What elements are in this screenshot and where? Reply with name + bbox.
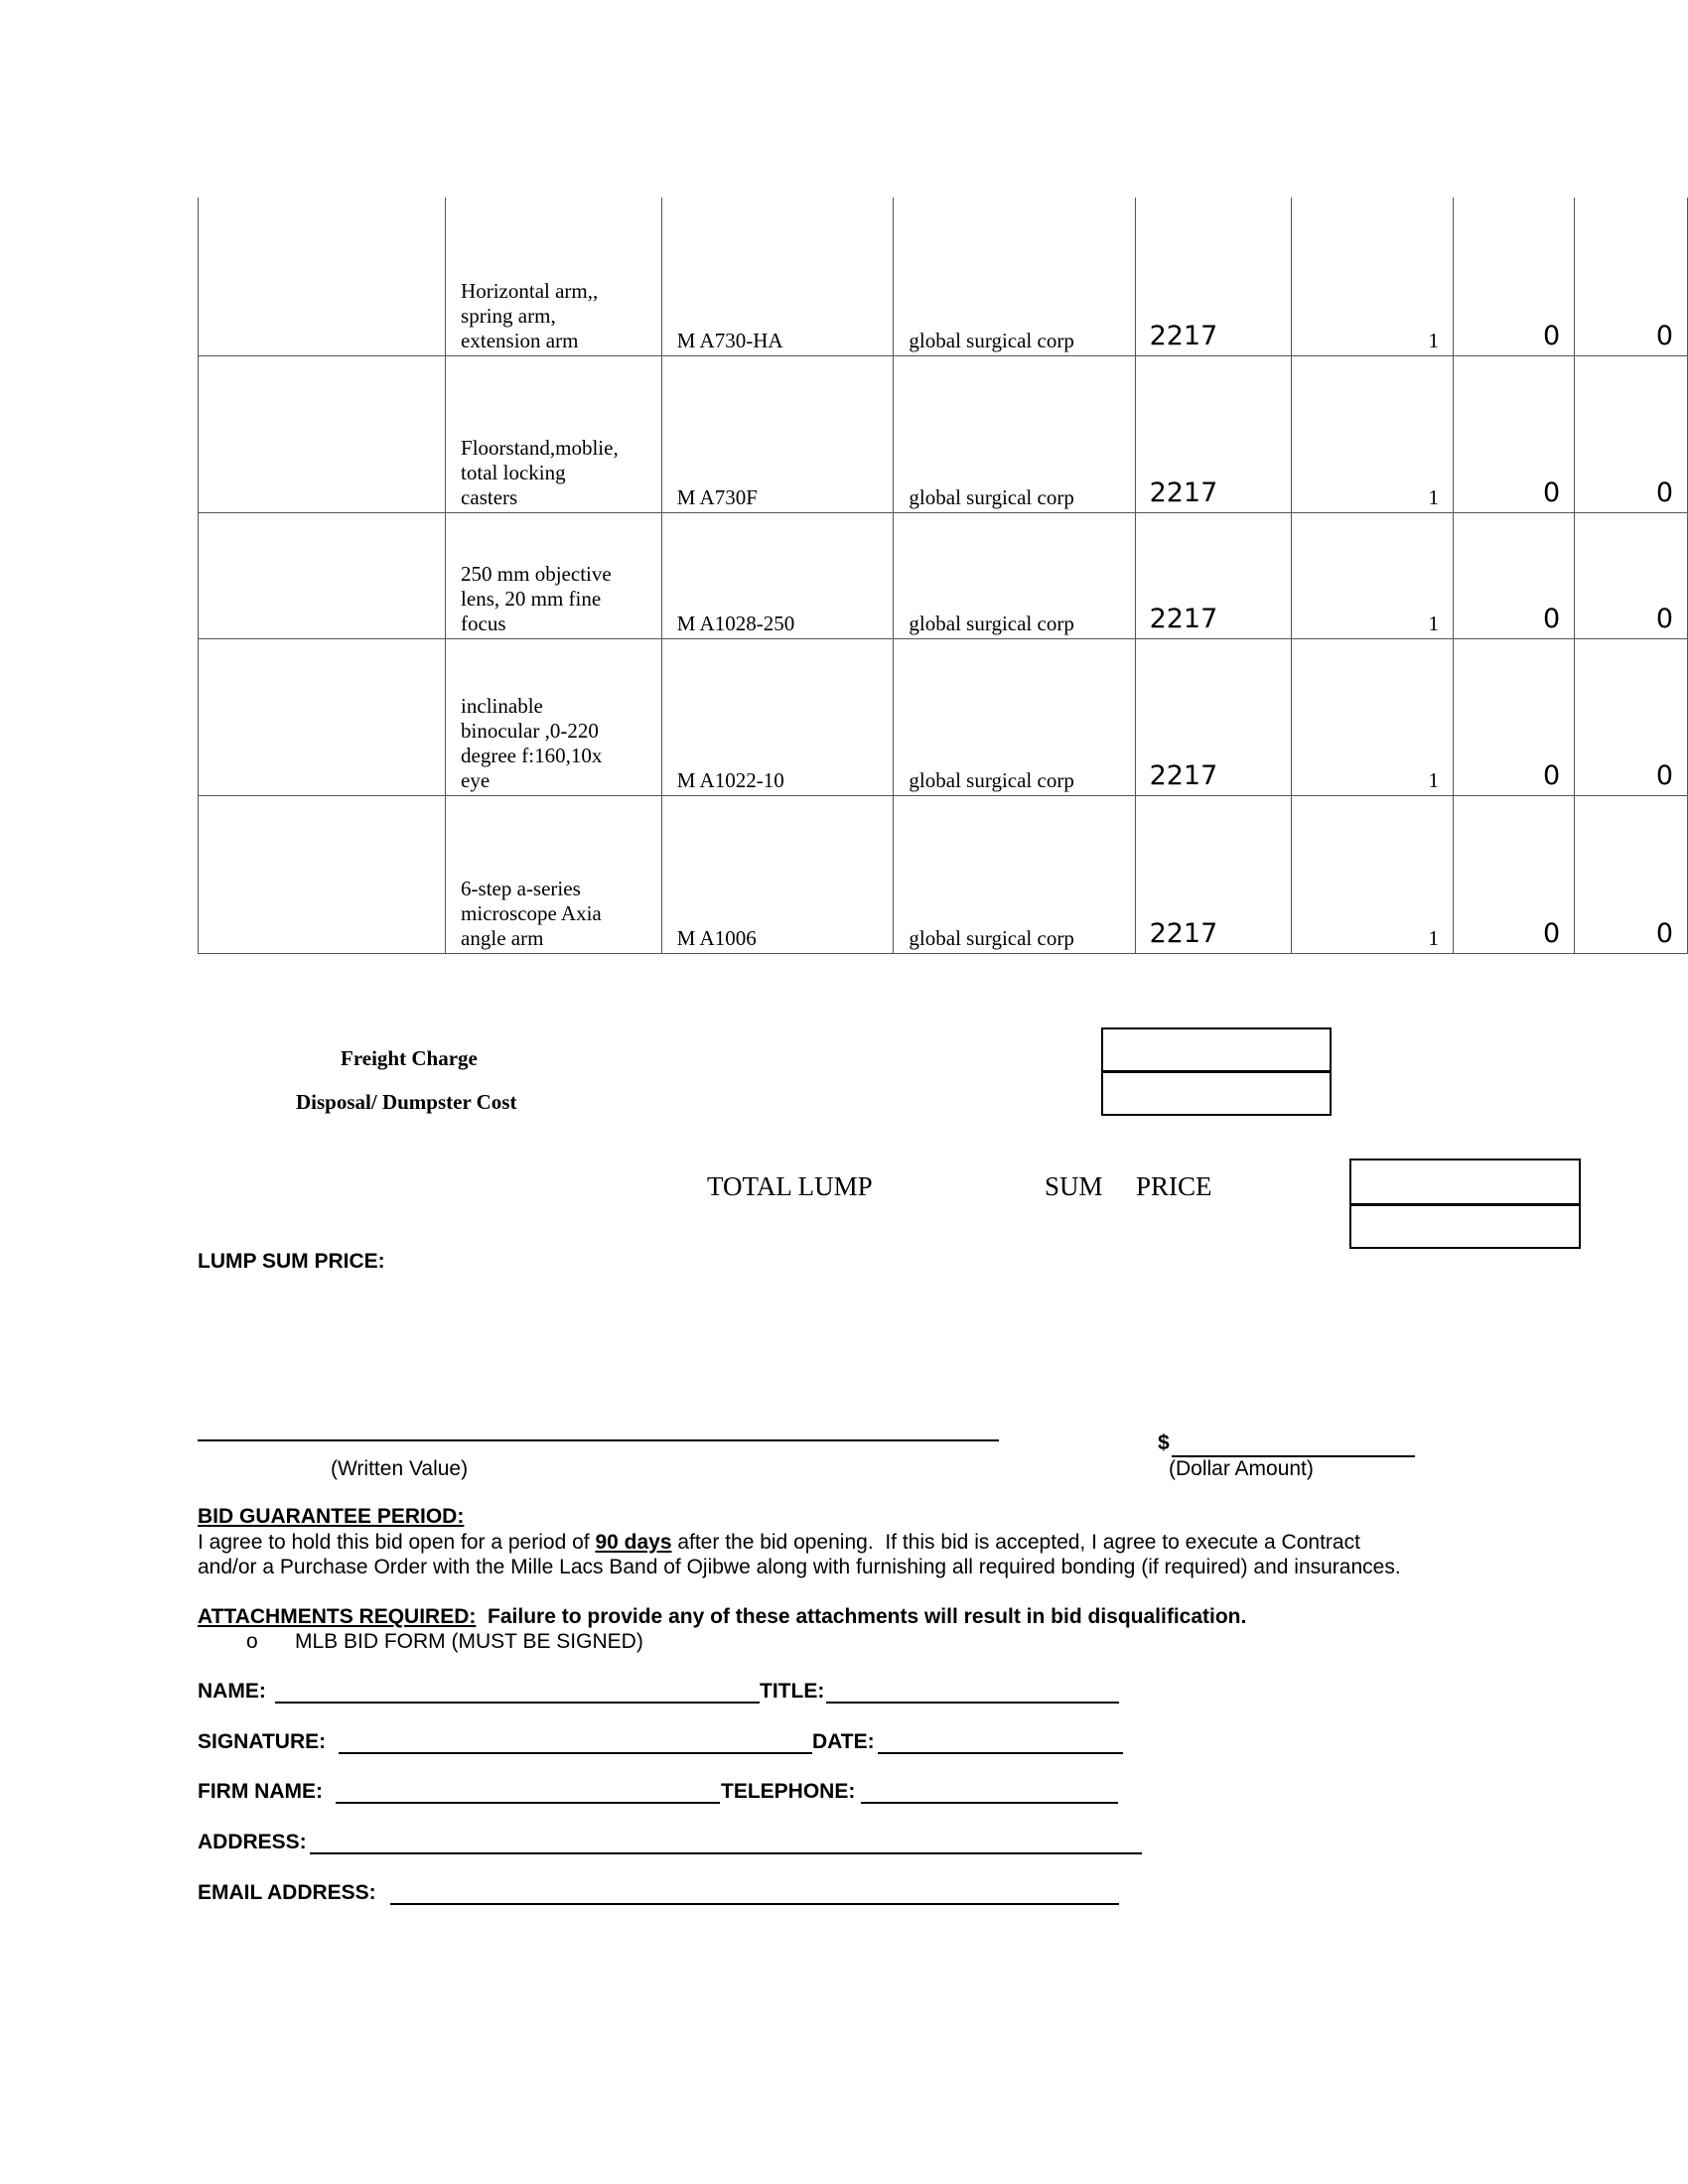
item-qty: 1	[1291, 795, 1453, 953]
item-unit-price: 0	[1453, 512, 1574, 638]
item-qty: 1	[1291, 512, 1453, 638]
written-value-line[interactable]	[198, 1439, 999, 1441]
date-field[interactable]	[878, 1752, 1123, 1754]
attachments-line	[198, 1605, 1246, 1629]
item-code: 2217	[1135, 198, 1291, 355]
total-sum-text: SUM	[1045, 1171, 1103, 1201]
item-code: 2217	[1135, 355, 1291, 512]
item-model: M A730-HA	[661, 198, 894, 355]
item-model: M A730F	[661, 355, 894, 512]
bid-guarantee-line1	[198, 1531, 1360, 1555]
blank-cell	[199, 198, 446, 355]
freight-charge-label: Freight Charge	[341, 1046, 478, 1070]
blank-cell	[199, 638, 446, 795]
bullet-icon: o	[246, 1630, 258, 1653]
written-value-caption: (Written Value)	[331, 1457, 469, 1480]
table-row	[199, 355, 1688, 512]
email-address-label: EMAIL ADDRESS:	[198, 1881, 382, 1904]
name-label: NAME:	[198, 1680, 272, 1703]
item-total: 0	[1575, 795, 1688, 953]
title-label: TITLE:	[760, 1680, 825, 1703]
item-vendor: global surgical corp	[894, 355, 1135, 512]
item-description: Horizontal arm,, spring arm, extension arm	[446, 198, 662, 355]
date-label: DATE:	[812, 1730, 875, 1753]
bid-guarantee-text-b: after the bid opening. If this bid is accepted, I agree to execute a Contract	[671, 1531, 1360, 1554]
item-unit-price: 0	[1453, 198, 1574, 355]
disposal-cost-field[interactable]	[1101, 1070, 1332, 1116]
item-description: Floorstand,moblie, total locking casters	[446, 355, 662, 512]
blank-cell	[199, 355, 446, 512]
title-field[interactable]	[826, 1702, 1119, 1704]
item-description: 6-step a-series microscope Axia angle arm	[446, 795, 662, 953]
address-field[interactable]	[310, 1852, 1142, 1854]
item-code: 2217	[1135, 512, 1291, 638]
address-label: ADDRESS:	[198, 1831, 313, 1853]
item-model: M A1006	[661, 795, 894, 953]
freight-charge-field[interactable]	[1101, 1027, 1332, 1073]
email-address-field[interactable]	[390, 1903, 1119, 1905]
attachments-heading: ATTACHMENTS REQUIRED:	[198, 1605, 477, 1628]
attachments-warning: Failure to provide any of these attachments will result in bid disqualification.	[476, 1605, 1247, 1628]
dollar-amount-caption: (Dollar Amount)	[1169, 1457, 1314, 1480]
bid-guarantee-days: 90 days	[595, 1531, 672, 1554]
table-row	[199, 512, 1688, 638]
total-price-text: PRICE	[1136, 1171, 1212, 1201]
item-unit-price: 0	[1453, 638, 1574, 795]
item-model: M A1022-10	[661, 638, 894, 795]
telephone-field[interactable]	[861, 1802, 1118, 1804]
item-description: inclinable binocular ,0-220 degree f:160,10x eye	[446, 638, 662, 795]
name-field[interactable]	[275, 1702, 760, 1704]
attachment-item: MLB BID FORM (MUST BE SIGNED)	[295, 1630, 643, 1653]
bid-guarantee-line2: and/or a Purchase Order with the Mille Lacs Band of Ojibwe along with furnishing all required bonding (if required) and insurances.	[198, 1556, 1401, 1578]
total-lump-sum-field-2[interactable]	[1349, 1203, 1581, 1249]
signature-label: SIGNATURE:	[198, 1730, 332, 1753]
item-qty: 1	[1291, 638, 1453, 795]
telephone-label: TELEPHONE:	[721, 1780, 856, 1803]
item-description: 250 mm objective lens, 20 mm fine focus	[446, 512, 662, 638]
item-unit-price: 0	[1453, 355, 1574, 512]
firm-name-field[interactable]	[336, 1802, 720, 1804]
item-qty: 1	[1291, 355, 1453, 512]
item-vendor: global surgical corp	[894, 512, 1135, 638]
lump-sum-price-label: LUMP SUM PRICE:	[198, 1250, 385, 1273]
disposal-cost-label: Disposal/ Dumpster Cost	[296, 1090, 517, 1114]
item-vendor: global surgical corp	[894, 198, 1135, 355]
total-lump-sum-field[interactable]	[1349, 1159, 1581, 1206]
item-code: 2217	[1135, 638, 1291, 795]
item-total: 0	[1575, 355, 1688, 512]
item-vendor: global surgical corp	[894, 638, 1135, 795]
item-code: 2217	[1135, 795, 1291, 953]
dollar-sign: $	[1158, 1432, 1170, 1454]
bid-guarantee-text-a: I agree to hold this bid open for a period of	[198, 1531, 596, 1554]
bid-guarantee-heading: BID GUARANTEE PERIOD:	[198, 1505, 465, 1528]
line-items-table	[198, 198, 1688, 954]
item-unit-price: 0	[1453, 795, 1574, 953]
item-model: M A1028-250	[661, 512, 894, 638]
table-row	[199, 198, 1688, 355]
total-lump-text: TOTAL LUMP	[707, 1171, 873, 1201]
signature-field[interactable]	[339, 1752, 812, 1754]
item-total: 0	[1575, 638, 1688, 795]
item-total: 0	[1575, 512, 1688, 638]
item-qty: 1	[1291, 198, 1453, 355]
table-row	[199, 795, 1688, 953]
blank-cell	[199, 795, 446, 953]
item-vendor: global surgical corp	[894, 795, 1135, 953]
blank-cell	[199, 512, 446, 638]
table-row	[199, 638, 1688, 795]
firm-name-label: FIRM NAME:	[198, 1780, 329, 1803]
item-total: 0	[1575, 198, 1688, 355]
